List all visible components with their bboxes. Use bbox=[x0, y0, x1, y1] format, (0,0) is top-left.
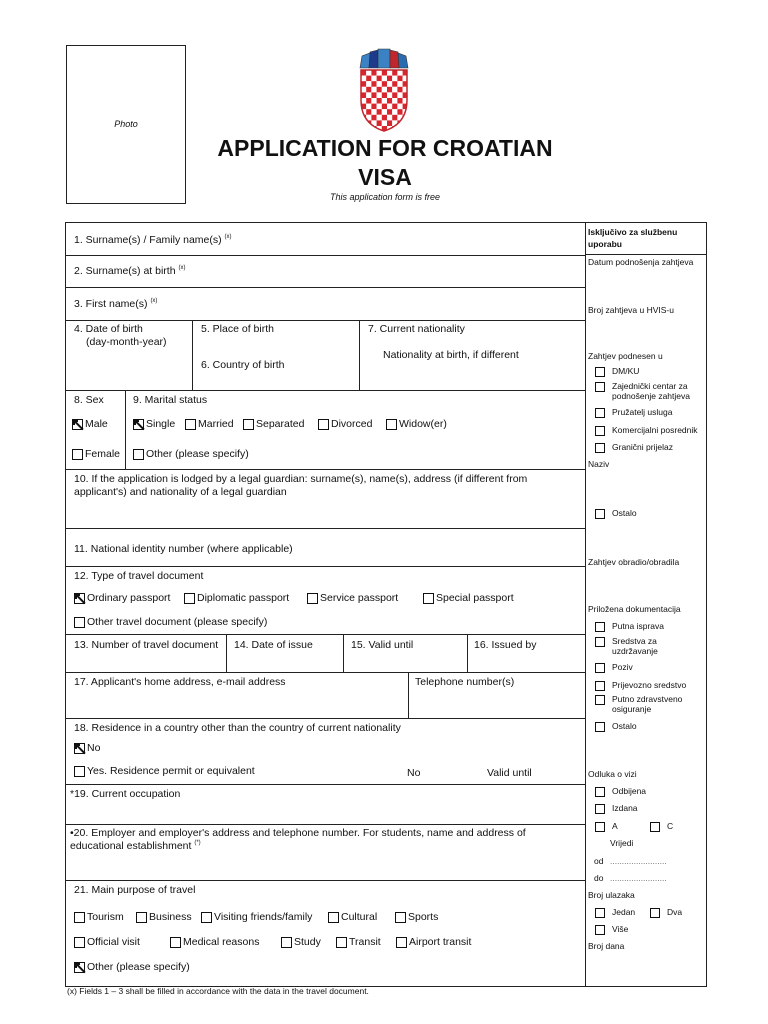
field-17-home-address[interactable]: 17. Applicant's home address, e-mail address bbox=[74, 676, 286, 688]
service-box[interactable] bbox=[307, 593, 318, 604]
sex-male-checkbox[interactable]: Male bbox=[72, 418, 108, 431]
crest-square bbox=[387, 76, 392, 82]
valid-to-field[interactable]: ........................ bbox=[610, 873, 667, 883]
crest-square bbox=[387, 104, 392, 110]
crest-square bbox=[366, 109, 371, 115]
crest-square bbox=[377, 98, 382, 104]
submitted-other-box[interactable] bbox=[595, 509, 605, 519]
field-13-document-number[interactable]: 13. Number of travel document bbox=[74, 639, 219, 651]
entries-label: Broj ulazaka bbox=[588, 890, 635, 900]
male-box[interactable] bbox=[72, 419, 83, 430]
purpose-medical-checkbox[interactable]: Medical reasons bbox=[170, 936, 259, 949]
means-box[interactable] bbox=[595, 637, 605, 647]
crest-square bbox=[377, 120, 382, 126]
naziv-label: Naziv bbox=[588, 459, 610, 469]
valid-label: Vrijedi bbox=[610, 838, 634, 848]
entries-single-checkbox[interactable]: Jedan bbox=[595, 907, 635, 918]
marital-married-checkbox[interactable]: Married bbox=[185, 418, 234, 431]
doc-ordinary-checkbox[interactable]: Ordinary passport bbox=[74, 592, 170, 605]
crest-square bbox=[366, 126, 371, 132]
field-20-employer[interactable]: •20. Employer and employer's address and telephone number. For students, name and address of educational establishment (*) bbox=[70, 827, 526, 852]
border-box[interactable] bbox=[595, 443, 605, 453]
purpose-other-box[interactable] bbox=[74, 962, 85, 973]
purpose-study-checkbox[interactable]: Study bbox=[281, 936, 321, 949]
crest-square bbox=[387, 98, 392, 104]
double-entry-box[interactable] bbox=[650, 908, 660, 918]
purpose-airport-transit-checkbox[interactable]: Airport transit bbox=[396, 936, 471, 949]
doc-special-checkbox[interactable]: Special passport bbox=[423, 592, 514, 605]
crest-square bbox=[387, 120, 392, 126]
crest-square bbox=[361, 126, 366, 132]
crest-square bbox=[361, 120, 366, 126]
page-title-line1: APPLICATION FOR CROATIAN bbox=[217, 135, 553, 161]
field-2-surname-at-birth[interactable]: 2. Surname(s) at birth $^{(x)}$ bbox=[74, 265, 186, 277]
insurance-box[interactable] bbox=[595, 695, 605, 705]
field-9-marital-status: 9. Marital status bbox=[133, 394, 208, 406]
field-14-date-of-issue[interactable]: 14. Date of issue bbox=[234, 639, 313, 651]
submitted-at-label: Zahtjev podnesen u bbox=[588, 351, 663, 361]
visiting-box[interactable] bbox=[201, 912, 212, 923]
number-of-days-label: Broj dana bbox=[588, 941, 625, 951]
crest-square bbox=[361, 81, 366, 87]
widow-box[interactable] bbox=[386, 419, 397, 430]
crest-square bbox=[382, 76, 387, 82]
decision-issued-checkbox[interactable]: Izdana bbox=[595, 803, 638, 814]
submitted-joint-centre-checkbox[interactable]: Zajednički centar za podnošenje zahtjeva bbox=[595, 381, 703, 401]
croatian-coat-of-arms bbox=[358, 48, 410, 132]
service-provider-box[interactable] bbox=[595, 408, 605, 418]
crest-square bbox=[377, 81, 382, 87]
crest-square bbox=[392, 109, 397, 115]
medical-box[interactable] bbox=[170, 937, 181, 948]
doc-other-checkbox[interactable]: Ostalo bbox=[595, 721, 637, 732]
sports-box[interactable] bbox=[395, 912, 406, 923]
application-number-label: Broj zahtjeva u HVIS-u bbox=[588, 305, 674, 315]
business-box[interactable] bbox=[136, 912, 147, 923]
crest-square bbox=[382, 87, 387, 93]
submitted-service-provider-checkbox[interactable]: Pružatelj usluga bbox=[595, 407, 672, 418]
valid-from-field[interactable]: ........................ bbox=[610, 856, 667, 866]
marital-widow-checkbox[interactable]: Widow(er) bbox=[386, 418, 447, 431]
footnote: (x) Fields 1 – 3 shall be filled in accordance with the data in the travel document. bbox=[67, 986, 369, 996]
purpose-sports-checkbox[interactable]: Sports bbox=[395, 911, 438, 924]
crest-square bbox=[392, 76, 397, 82]
crest-square bbox=[371, 70, 376, 76]
crest-square bbox=[392, 98, 397, 104]
crest-square bbox=[382, 81, 387, 87]
crest-square bbox=[366, 104, 371, 110]
crest-square bbox=[397, 126, 402, 132]
crest-square bbox=[392, 70, 397, 76]
visa-application-form bbox=[65, 222, 586, 987]
crest-square bbox=[392, 87, 397, 93]
crest-square bbox=[366, 70, 371, 76]
crest-square bbox=[397, 81, 402, 87]
entries-double-checkbox[interactable]: Dva bbox=[650, 907, 682, 918]
crest-square bbox=[371, 109, 376, 115]
crest-square bbox=[392, 92, 397, 98]
crest-square bbox=[361, 87, 366, 93]
crest-square bbox=[403, 126, 408, 132]
field-11-national-id[interactable]: 11. National identity number (where applicable) bbox=[74, 543, 293, 555]
married-box[interactable] bbox=[185, 419, 196, 430]
purpose-visiting-checkbox[interactable]: Visiting friends/family bbox=[201, 911, 312, 924]
ordinary-box[interactable] bbox=[74, 593, 85, 604]
divorced-box[interactable] bbox=[318, 419, 329, 430]
crest-square bbox=[371, 92, 376, 98]
crest-square bbox=[361, 76, 366, 82]
submitted-other-checkbox[interactable]: Ostalo bbox=[595, 508, 637, 519]
crest-square bbox=[361, 92, 366, 98]
transit-box[interactable] bbox=[336, 937, 347, 948]
page-title-line2: VISA bbox=[358, 164, 412, 190]
doc-means-checkbox[interactable]: Sredstva za uzdržavanje bbox=[595, 636, 675, 656]
purpose-other-checkbox[interactable]: Other (please specify) bbox=[74, 961, 190, 974]
marital-separated-checkbox[interactable]: Separated bbox=[243, 418, 304, 431]
crest-square bbox=[392, 104, 397, 110]
field-8-sex: 8. Sex bbox=[74, 394, 104, 406]
marital-single-checkbox[interactable]: Single bbox=[133, 418, 175, 431]
crest-square bbox=[387, 87, 392, 93]
visa-type-c-checkbox[interactable]: C bbox=[650, 821, 673, 832]
crest-square bbox=[387, 109, 392, 115]
submitted-commercial-checkbox[interactable]: Komercijalni posrednik bbox=[595, 425, 698, 436]
residence-permit-valid-until[interactable]: Valid until bbox=[487, 767, 532, 779]
processed-by-label: Zahtjev obradio/obradila bbox=[588, 557, 680, 567]
crest-square bbox=[387, 92, 392, 98]
crest-square bbox=[387, 70, 392, 76]
crest-square bbox=[382, 120, 387, 126]
valid-from-label: od bbox=[594, 856, 604, 866]
purpose-transit-checkbox[interactable]: Transit bbox=[336, 936, 381, 949]
crest-square bbox=[382, 115, 387, 121]
purpose-cultural-checkbox[interactable]: Cultural bbox=[328, 911, 377, 924]
field-1-surname[interactable]: 1. Surname(s) / Family name(s) $^{(x)}$ bbox=[74, 234, 232, 246]
marital-other-checkbox[interactable]: Other (please specify) bbox=[133, 448, 249, 461]
residence-no-checkbox[interactable]: No bbox=[74, 742, 100, 755]
type-c-box[interactable] bbox=[650, 822, 660, 832]
issued-box[interactable] bbox=[595, 804, 605, 814]
field-10-legal-guardian[interactable]: 10. If the application is lodged by a legal guardian: surname(s), name(s), address (if different from applicant's) and nationality of a legal guardian bbox=[74, 473, 528, 498]
crest-square bbox=[377, 92, 382, 98]
official-box[interactable] bbox=[74, 937, 85, 948]
doc-other-box[interactable] bbox=[595, 722, 605, 732]
doc-service-checkbox[interactable]: Service passport bbox=[307, 592, 398, 605]
crest-square bbox=[397, 70, 402, 76]
crest-square bbox=[371, 104, 376, 110]
crest-square bbox=[387, 115, 392, 121]
study-box[interactable] bbox=[281, 937, 292, 948]
dmku-box[interactable] bbox=[595, 367, 605, 377]
purpose-business-checkbox[interactable]: Business bbox=[136, 911, 192, 924]
crest-square bbox=[371, 98, 376, 104]
passport-box[interactable] bbox=[595, 622, 605, 632]
joint-centre-box[interactable] bbox=[595, 382, 605, 392]
sex-female-checkbox[interactable]: Female bbox=[72, 448, 120, 461]
crest-square bbox=[371, 115, 376, 121]
crest-square bbox=[377, 87, 382, 93]
crest-square bbox=[366, 98, 371, 104]
residence-permit-no[interactable]: No bbox=[407, 767, 421, 779]
residence-no-box[interactable] bbox=[74, 743, 85, 754]
field-18-residence: 18. Residence in a country other than the country of current nationality bbox=[74, 722, 401, 734]
field-12-travel-document-type: 12. Type of travel document bbox=[74, 570, 204, 582]
crest-square bbox=[397, 104, 402, 110]
application-date-label: Datum podnošenja zahtjeva bbox=[588, 257, 694, 267]
crest-square bbox=[392, 81, 397, 87]
field-3-first-names[interactable]: 3. First name(s) $^{(x)}$ bbox=[74, 298, 158, 310]
crest-square bbox=[397, 87, 402, 93]
official-use-column bbox=[585, 222, 707, 987]
crest-square bbox=[371, 81, 376, 87]
type-a-box[interactable] bbox=[595, 822, 605, 832]
multiple-entry-box[interactable] bbox=[595, 925, 605, 935]
cultural-box[interactable] bbox=[328, 912, 339, 923]
crest-square bbox=[397, 109, 402, 115]
transport-box[interactable] bbox=[595, 681, 605, 691]
documents-label: Priložena dokumentacija bbox=[588, 604, 681, 614]
doc-other-checkbox[interactable]: Other travel document (please specify) bbox=[74, 616, 267, 629]
field-4-date-of-birth[interactable]: 4. Date of birth bbox=[74, 323, 143, 335]
single-box[interactable] bbox=[133, 419, 144, 430]
marital-other-box[interactable] bbox=[133, 449, 144, 460]
crest-square bbox=[366, 92, 371, 98]
residence-yes-checkbox[interactable]: Yes. Residence permit or equivalent bbox=[74, 765, 255, 778]
field-6-country-of-birth[interactable]: 6. Country of birth bbox=[201, 359, 285, 371]
crest-square bbox=[382, 98, 387, 104]
visa-type-a-checkbox[interactable]: A bbox=[595, 821, 618, 832]
submitted-dmku-checkbox[interactable]: DM/KU bbox=[595, 366, 639, 377]
doc-invitation-checkbox[interactable]: Poziv bbox=[595, 662, 633, 673]
valid-to-label: do bbox=[594, 873, 604, 883]
field-21-purpose: 21. Main purpose of travel bbox=[74, 884, 196, 896]
residence-yes-box[interactable] bbox=[74, 766, 85, 777]
marital-divorced-checkbox[interactable]: Divorced bbox=[318, 418, 372, 431]
field-5-place-of-birth[interactable]: 5. Place of birth bbox=[201, 323, 274, 335]
crest-square bbox=[366, 81, 371, 87]
decision-refused-checkbox[interactable]: Odbijena bbox=[595, 786, 646, 797]
doc-diplomatic-checkbox[interactable]: Diplomatic passport bbox=[184, 592, 289, 605]
special-box[interactable] bbox=[423, 593, 434, 604]
photo-box[interactable] bbox=[66, 45, 186, 204]
entries-multiple-checkbox[interactable]: Više bbox=[595, 924, 628, 935]
crest-square bbox=[392, 115, 397, 121]
crest-square bbox=[397, 92, 402, 98]
single-entry-box[interactable] bbox=[595, 908, 605, 918]
page-subtitle: This application form is free bbox=[329, 192, 441, 202]
commercial-box[interactable] bbox=[595, 426, 605, 436]
tourism-box[interactable] bbox=[74, 912, 85, 923]
crest-square bbox=[366, 87, 371, 93]
field-17-telephone[interactable]: Telephone number(s) bbox=[415, 676, 515, 688]
crest-square bbox=[377, 76, 382, 82]
submitted-border-checkbox[interactable]: Granični prijelaz bbox=[595, 442, 673, 453]
diplomatic-box[interactable] bbox=[184, 593, 195, 604]
refused-box[interactable] bbox=[595, 787, 605, 797]
visa-decision-label: Odluka o vizi bbox=[588, 769, 637, 779]
crest-square bbox=[387, 81, 392, 87]
crest-square bbox=[377, 115, 382, 121]
crest-square bbox=[382, 70, 387, 76]
crest-square bbox=[377, 70, 382, 76]
invitation-box[interactable] bbox=[595, 663, 605, 673]
doc-other-box[interactable] bbox=[74, 617, 85, 628]
field-4-format: (day-month-year) bbox=[86, 336, 167, 348]
crest-square bbox=[371, 87, 376, 93]
official-use-heading: Isključivo za službenu uporabu bbox=[588, 227, 678, 249]
female-box[interactable] bbox=[72, 449, 83, 460]
field-7-nationality-at-birth[interactable]: Nationality at birth, if different bbox=[383, 349, 519, 361]
field-16-issued-by[interactable]: 16. Issued by bbox=[474, 639, 537, 651]
crest-square bbox=[371, 76, 376, 82]
crest-square bbox=[382, 104, 387, 110]
field-15-valid-until[interactable]: 15. Valid until bbox=[351, 639, 414, 651]
crest-square bbox=[377, 109, 382, 115]
doc-transport-checkbox[interactable]: Prijevozno sredstvo bbox=[595, 680, 686, 691]
purpose-tourism-checkbox[interactable]: Tourism bbox=[74, 911, 124, 924]
field-7-current-nationality[interactable]: 7. Current nationality bbox=[368, 323, 465, 335]
crest-square bbox=[377, 104, 382, 110]
crest-square bbox=[382, 109, 387, 115]
crest-square bbox=[397, 76, 402, 82]
crest-square bbox=[397, 98, 402, 104]
separated-box[interactable] bbox=[243, 419, 254, 430]
doc-passport-checkbox[interactable]: Putna isprava bbox=[595, 621, 664, 632]
crest-square bbox=[382, 92, 387, 98]
doc-insurance-checkbox[interactable]: Putno zdravstveno osiguranje bbox=[595, 694, 705, 714]
crest-square bbox=[403, 120, 408, 126]
airport-transit-box[interactable] bbox=[396, 937, 407, 948]
purpose-official-checkbox[interactable]: Official visit bbox=[74, 936, 140, 949]
photo-label: Photo bbox=[114, 119, 138, 129]
field-19-occupation[interactable]: *19. Current occupation bbox=[70, 788, 181, 800]
crest-square bbox=[366, 76, 371, 82]
crest-square bbox=[361, 70, 366, 76]
